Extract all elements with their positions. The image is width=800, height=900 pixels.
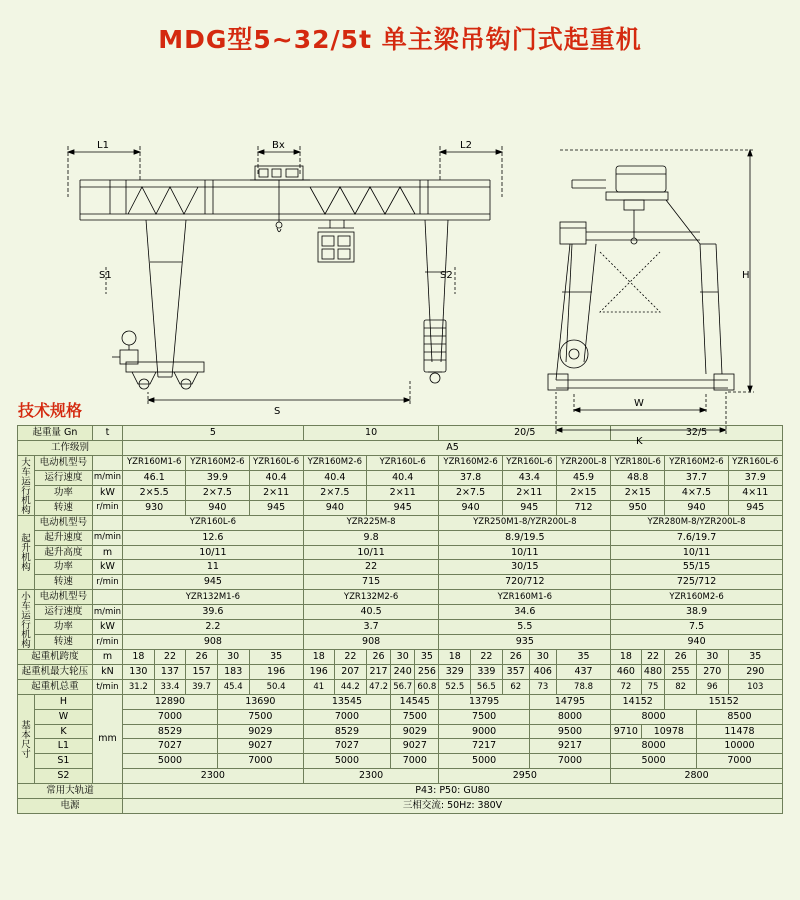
total-weight-20: 103 [728, 679, 782, 694]
rail-value: P43: P50: GU80 [123, 784, 783, 799]
group-label-trolley: 小车运行机构 [18, 590, 35, 650]
table-row-hoist-motor [18, 515, 783, 530]
hoist-speed-3: 8.9/19.5 [439, 530, 611, 545]
span-13: 26 [502, 650, 529, 665]
row-label-hoist-speed: 起升速度 [35, 530, 93, 545]
page-title: MDG型5~32/5t 单主梁吊钩门式起重机 [158, 25, 642, 54]
span-14: 30 [529, 650, 556, 665]
dim-s1-2: 7000 [217, 754, 303, 769]
dim-label-w: W [634, 398, 644, 409]
dim-k-4: 9029 [391, 724, 439, 739]
hoist-speed-1: 12.6 [123, 530, 304, 545]
row-label-travel-motor: 电动机型号 [35, 455, 93, 470]
dim-w-2: 7500 [217, 709, 303, 724]
row-unit-hoist-power: kW [92, 560, 122, 575]
travel-rpm-2: 940 [186, 500, 249, 515]
row-label-rail: 常用大轨道 [18, 784, 123, 799]
dim-label-h: H [742, 270, 750, 281]
wheel-load-20: 290 [728, 665, 782, 680]
wheel-load-8: 217 [366, 665, 390, 680]
dim-w-8: 8500 [696, 709, 782, 724]
dim-s1-6: 7000 [529, 754, 610, 769]
trolley-speed-4: 38.9 [611, 605, 783, 620]
wheel-load-1: 130 [123, 665, 155, 680]
span-10: 35 [415, 650, 439, 665]
table-row-span [18, 650, 783, 665]
total-weight-14: 73 [529, 679, 556, 694]
total-weight-18: 82 [665, 679, 697, 694]
row-unit-travel-motor [92, 455, 122, 470]
travel-motor-6: YZR160M2-6 [439, 455, 502, 470]
table-row-dim-k [18, 724, 783, 739]
dim-s1-3: 5000 [303, 754, 390, 769]
travel-power-11: 4×11 [728, 485, 782, 500]
row-unit-hoist-rpm: r/min [92, 575, 122, 590]
table-row-hoist-rpm [18, 575, 783, 590]
dim-h-1: 12890 [123, 694, 218, 709]
total-weight-13: 62 [502, 679, 529, 694]
row-unit-trolley-motor [92, 590, 122, 605]
hoist-height-3: 10/11 [439, 545, 611, 560]
dim-h-2: 13690 [217, 694, 303, 709]
span-18: 26 [665, 650, 697, 665]
dim-w-7: 8000 [611, 709, 697, 724]
dim-k-8: 10978 [641, 724, 696, 739]
trolley-power-1: 2.2 [123, 620, 304, 635]
trolley-motor-3: YZR160M1-6 [439, 590, 611, 605]
dim-h-4: 14545 [391, 694, 439, 709]
wheel-load-19: 270 [696, 665, 728, 680]
dim-k-9: 11478 [696, 724, 782, 739]
dim-label-bx: Bx [272, 140, 285, 151]
trolley-motor-4: YZR160M2-6 [611, 590, 783, 605]
row-label-duty: 工作级别 [18, 440, 123, 455]
total-weight-10: 60.8 [415, 679, 439, 694]
travel-rpm-1: 930 [123, 500, 186, 515]
travel-rpm-4: 940 [303, 500, 366, 515]
row-label-dim-s2: S2 [35, 769, 93, 784]
span-6: 18 [303, 650, 334, 665]
row-label-hoist-power: 功率 [35, 560, 93, 575]
travel-rpm-6: 940 [439, 500, 502, 515]
capacity-20-5: 20/5 [439, 426, 611, 441]
wheel-load-13: 357 [502, 665, 529, 680]
table-row-travel-rpm [18, 500, 783, 515]
span-2: 22 [154, 650, 186, 665]
dim-k-6: 9500 [529, 724, 610, 739]
table-row-capacity [18, 426, 783, 441]
span-5: 35 [249, 650, 303, 665]
travel-speed-2: 39.9 [186, 470, 249, 485]
dim-label-k: K [636, 436, 643, 447]
travel-motor-9: YZR180L-6 [611, 455, 665, 470]
row-unit-trolley-speed: m/min [92, 605, 122, 620]
dim-h-8: 15152 [665, 694, 783, 709]
trolley-power-2: 3.7 [303, 620, 439, 635]
dim-s2-4: 2800 [611, 769, 783, 784]
travel-speed-6: 37.8 [439, 470, 502, 485]
table-row-dim-l1 [18, 739, 783, 754]
trolley-motor-1: YZR132M1-6 [123, 590, 304, 605]
duty-value: A5 [123, 440, 783, 455]
table-row-trolley-speed [18, 605, 783, 620]
row-unit-trolley-power: kW [92, 620, 122, 635]
table-row-travel-power [18, 485, 783, 500]
dim-s1-4: 7000 [391, 754, 439, 769]
total-weight-15: 78.8 [556, 679, 610, 694]
wheel-load-5: 196 [249, 665, 303, 680]
trolley-rpm-4: 940 [611, 635, 783, 650]
table-row-hoist-speed [18, 530, 783, 545]
span-19: 30 [696, 650, 728, 665]
row-label-trolley-rpm: 转速 [35, 635, 93, 650]
row-unit-total-weight: t/min [92, 679, 122, 694]
row-unit-hoist-speed: m/min [92, 530, 122, 545]
travel-speed-7: 43.4 [502, 470, 556, 485]
row-unit-wheel-load: kN [92, 665, 122, 680]
total-weight-1: 31.2 [123, 679, 155, 694]
hoist-motor-2: YZR225M-8 [303, 515, 439, 530]
row-label-span: 起重机跨度 [18, 650, 93, 665]
travel-motor-11: YZR160L-6 [728, 455, 782, 470]
dim-k-3: 8529 [303, 724, 390, 739]
dim-l1-1: 7027 [123, 739, 218, 754]
travel-power-9: 2×15 [611, 485, 665, 500]
travel-speed-1: 46.1 [123, 470, 186, 485]
hoist-height-2: 10/11 [303, 545, 439, 560]
travel-rpm-7: 945 [502, 500, 556, 515]
dim-l1-7: 8000 [611, 739, 697, 754]
trolley-speed-3: 34.6 [439, 605, 611, 620]
trolley-rpm-3: 935 [439, 635, 611, 650]
dim-l1-6: 9217 [529, 739, 610, 754]
travel-power-10: 4×7.5 [665, 485, 728, 500]
span-4: 30 [217, 650, 249, 665]
row-unit-travel-speed: m/min [92, 470, 122, 485]
row-label-trolley-motor: 电动机型号 [35, 590, 93, 605]
travel-power-4: 2×7.5 [303, 485, 366, 500]
table-row-travel-speed [18, 470, 783, 485]
row-unit-travel-rpm: r/min [92, 500, 122, 515]
span-16: 18 [611, 650, 642, 665]
hoist-power-4: 55/15 [611, 560, 783, 575]
travel-rpm-9: 950 [611, 500, 665, 515]
row-unit-span: m [92, 650, 122, 665]
trolley-rpm-1: 908 [123, 635, 304, 650]
total-weight-17: 75 [641, 679, 665, 694]
row-label-total-weight: 起重机总重 [18, 679, 93, 694]
row-label-hoist-height: 起升高度 [35, 545, 93, 560]
spec-section-title: 技术规格 [18, 401, 83, 420]
power-supply-value: 三相交流: 50Hz: 380V [123, 798, 783, 813]
dim-l1-8: 10000 [696, 739, 782, 754]
span-9: 30 [391, 650, 415, 665]
span-7: 22 [334, 650, 366, 665]
row-label-travel-rpm: 转速 [35, 500, 93, 515]
travel-power-1: 2×5.5 [123, 485, 186, 500]
wheel-load-16: 460 [611, 665, 642, 680]
table-row-wheel-load [18, 665, 783, 680]
travel-speed-3: 40.4 [249, 470, 303, 485]
trolley-power-4: 7.5 [611, 620, 783, 635]
row-label-trolley-speed: 运行速度 [35, 605, 93, 620]
group-label-hoist: 起升机构 [18, 515, 35, 589]
span-15: 35 [556, 650, 610, 665]
table-row-power-supply [18, 798, 783, 813]
travel-rpm-5: 945 [366, 500, 439, 515]
dim-w-1: 7000 [123, 709, 218, 724]
table-row-hoist-height [18, 545, 783, 560]
travel-speed-4: 40.4 [303, 470, 366, 485]
row-label-trolley-power: 功率 [35, 620, 93, 635]
travel-power-5: 2×11 [366, 485, 439, 500]
wheel-load-18: 255 [665, 665, 697, 680]
total-weight-6: 41 [303, 679, 334, 694]
hoist-power-1: 11 [123, 560, 304, 575]
dim-l1-3: 7027 [303, 739, 390, 754]
wheel-load-17: 480 [641, 665, 665, 680]
trolley-power-3: 5.5 [439, 620, 611, 635]
table-row-duty [18, 440, 783, 455]
capacity-5: 5 [123, 426, 304, 441]
total-weight-4: 45.4 [217, 679, 249, 694]
travel-rpm-10: 940 [665, 500, 728, 515]
dim-w-5: 7500 [439, 709, 529, 724]
dim-l1-4: 9027 [391, 739, 439, 754]
wheel-load-12: 339 [471, 665, 503, 680]
row-unit-trolley-rpm: r/min [92, 635, 122, 650]
row-unit-hoist-motor [92, 515, 122, 530]
hoist-rpm-3: 720/712 [439, 575, 611, 590]
dim-s2-2: 2300 [303, 769, 439, 784]
row-label-dim-l1: L1 [35, 739, 93, 754]
wheel-load-14: 406 [529, 665, 556, 680]
dim-l1-2: 9027 [217, 739, 303, 754]
span-8: 26 [366, 650, 390, 665]
dim-label-s1: S1 [99, 270, 112, 281]
dim-s1-1: 5000 [123, 754, 218, 769]
row-label-hoist-motor: 电动机型号 [35, 515, 93, 530]
total-weight-12: 56.5 [471, 679, 503, 694]
travel-power-8: 2×15 [556, 485, 610, 500]
wheel-load-3: 157 [186, 665, 218, 680]
dim-k-7: 9710 [611, 724, 642, 739]
hoist-rpm-2: 715 [303, 575, 439, 590]
specification-table [17, 425, 783, 814]
travel-rpm-11: 945 [728, 500, 782, 515]
dim-k-5: 9000 [439, 724, 529, 739]
hoist-speed-2: 9.8 [303, 530, 439, 545]
dim-h-5: 13795 [439, 694, 529, 709]
travel-speed-9: 48.8 [611, 470, 665, 485]
total-weight-5: 50.4 [249, 679, 303, 694]
wheel-load-10: 256 [415, 665, 439, 680]
span-3: 26 [186, 650, 218, 665]
travel-power-3: 2×11 [249, 485, 303, 500]
trolley-motor-2: YZR132M2-6 [303, 590, 439, 605]
dim-s1-5: 5000 [439, 754, 529, 769]
wheel-load-11: 329 [439, 665, 471, 680]
wheel-load-4: 183 [217, 665, 249, 680]
row-label-hoist-rpm: 转速 [35, 575, 93, 590]
wheel-load-15: 437 [556, 665, 610, 680]
span-12: 22 [471, 650, 503, 665]
trolley-rpm-2: 908 [303, 635, 439, 650]
table-row-dim-h [18, 694, 783, 709]
hoist-motor-4: YZR280M-8/YZR200L-8 [611, 515, 783, 530]
hoist-rpm-4: 725/712 [611, 575, 783, 590]
wheel-load-2: 137 [154, 665, 186, 680]
row-label-dim-k: K [35, 724, 93, 739]
hoist-motor-1: YZR160L-6 [123, 515, 304, 530]
row-unit-hoist-height: m [92, 545, 122, 560]
total-weight-2: 33.4 [154, 679, 186, 694]
total-weight-11: 52.5 [439, 679, 471, 694]
travel-motor-8: YZR200L-8 [556, 455, 610, 470]
travel-speed-5: 40.4 [366, 470, 439, 485]
row-label-dim-h: H [35, 694, 93, 709]
dim-s2-3: 2950 [439, 769, 611, 784]
total-weight-9: 56.7 [391, 679, 415, 694]
travel-speed-10: 37.7 [665, 470, 728, 485]
row-label-travel-speed: 运行速度 [35, 470, 93, 485]
group-label-basic: 基本尺寸 [18, 694, 35, 783]
table-row-rail [18, 784, 783, 799]
row-unit-capacity: t [92, 426, 122, 441]
travel-motor-10: YZR160M2-6 [665, 455, 728, 470]
dim-h-7: 14152 [611, 694, 665, 709]
travel-speed-11: 37.9 [728, 470, 782, 485]
dim-h-6: 14795 [529, 694, 610, 709]
travel-rpm-3: 945 [249, 500, 303, 515]
travel-motor-5: YZR160L-6 [366, 455, 439, 470]
hoist-rpm-1: 945 [123, 575, 304, 590]
travel-power-7: 2×11 [502, 485, 556, 500]
table-row-trolley-motor [18, 590, 783, 605]
hoist-motor-3: YZR250M1-8/YZR200L-8 [439, 515, 611, 530]
trolley-speed-1: 39.6 [123, 605, 304, 620]
dim-k-2: 9029 [217, 724, 303, 739]
dim-s1-8: 7000 [696, 754, 782, 769]
row-label-wheel-load: 起重机最大轮压 [18, 665, 93, 680]
row-label-dim-s1: S1 [35, 754, 93, 769]
dim-label-l1: L1 [97, 140, 109, 151]
travel-motor-1: YZR160M1-6 [123, 455, 186, 470]
row-label-power-supply: 电源 [18, 798, 123, 813]
span-1: 18 [123, 650, 155, 665]
table-row-dim-s1 [18, 754, 783, 769]
dim-label-l2: L2 [460, 140, 472, 151]
dim-label-s2: S2 [440, 270, 453, 281]
travel-motor-3: YZR160L-6 [249, 455, 303, 470]
wheel-load-6: 196 [303, 665, 334, 680]
dim-w-6: 8000 [529, 709, 610, 724]
table-row-hoist-power [18, 560, 783, 575]
capacity-32-5: 32/5 [611, 426, 783, 441]
total-weight-8: 47.2 [366, 679, 390, 694]
table-row-travel-motor [18, 455, 783, 470]
row-label-dim-w: W [35, 709, 93, 724]
trolley-speed-2: 40.5 [303, 605, 439, 620]
dim-h-3: 13545 [303, 694, 390, 709]
group-label-travel: 大车运行机构 [18, 455, 35, 515]
wheel-load-9: 240 [391, 665, 415, 680]
row-label-travel-power: 功率 [35, 485, 93, 500]
dim-k-1: 8529 [123, 724, 218, 739]
table-row-dim-w [18, 709, 783, 724]
table-row-trolley-rpm [18, 635, 783, 650]
travel-power-6: 2×7.5 [439, 485, 502, 500]
total-weight-3: 39.7 [186, 679, 218, 694]
dim-label-s: S [274, 406, 281, 417]
total-weight-19: 96 [696, 679, 728, 694]
span-11: 18 [439, 650, 471, 665]
dim-s2-1: 2300 [123, 769, 304, 784]
hoist-height-4: 10/11 [611, 545, 783, 560]
capacity-10: 10 [303, 426, 439, 441]
table-row-trolley-power [18, 620, 783, 635]
hoist-power-2: 22 [303, 560, 439, 575]
dim-l1-5: 7217 [439, 739, 529, 754]
dim-w-4: 7500 [391, 709, 439, 724]
travel-speed-8: 45.9 [556, 470, 610, 485]
table-row-dim-s2 [18, 769, 783, 784]
travel-rpm-8: 712 [556, 500, 610, 515]
table-row-total-weight [18, 679, 783, 694]
row-unit-basic: mm [92, 694, 122, 783]
row-label-capacity: 起重量 Gn [18, 426, 93, 441]
travel-power-2: 2×7.5 [186, 485, 249, 500]
span-20: 35 [728, 650, 782, 665]
hoist-power-3: 30/15 [439, 560, 611, 575]
travel-motor-4: YZR160M2-6 [303, 455, 366, 470]
hoist-speed-4: 7.6/19.7 [611, 530, 783, 545]
hoist-height-1: 10/11 [123, 545, 304, 560]
dim-w-3: 7000 [303, 709, 390, 724]
dim-s1-7: 5000 [611, 754, 697, 769]
total-weight-16: 72 [611, 679, 642, 694]
travel-motor-2: YZR160M2-6 [186, 455, 249, 470]
span-17: 22 [641, 650, 665, 665]
travel-motor-7: YZR160L-6 [502, 455, 556, 470]
wheel-load-7: 207 [334, 665, 366, 680]
total-weight-7: 44.2 [334, 679, 366, 694]
row-unit-travel-power: kW [92, 485, 122, 500]
